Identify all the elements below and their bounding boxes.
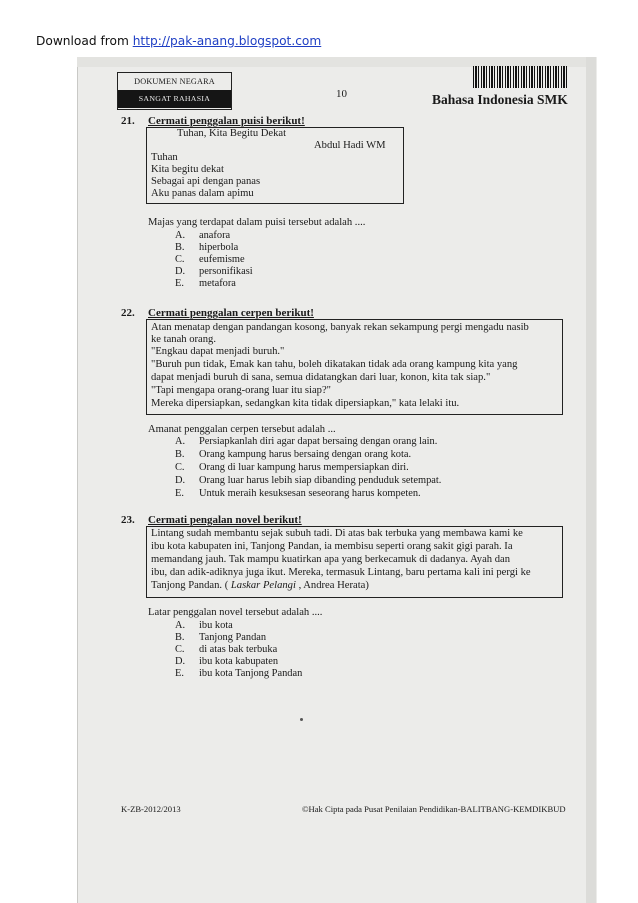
q22-option-d[interactable]: D. Orang luar harus lebih siap dibanding penduduk setempat. [175, 475, 442, 486]
download-link[interactable]: http://pak-anang.blogspot.com [132, 34, 322, 48]
q21-option-b[interactable]: B. hiperbola [175, 242, 239, 253]
q22-story-line: "Tapi mengapa orang-orang luar itu siap?" [151, 385, 331, 396]
secret-label: SANGAT RAHASIA [118, 90, 231, 108]
q21-poem-line: Kita begitu dekat [151, 164, 224, 175]
q22-option-a[interactable]: A. Persiapkanlah diri agar dapat bersaing dengan orang lain. [175, 436, 438, 447]
q22-option-b[interactable]: B. Orang kampung harus bersaing dengan orang kota. [175, 449, 412, 460]
q21-title: Cermati penggalan puisi berikut! [148, 115, 305, 127]
q23-novel-line: memandang jauh. Tak mampu kuatirkan apa yang berkecamuk di dadanya. Ayah dan [151, 554, 511, 565]
q21-poem-line: Aku panas dalam apimu [151, 188, 254, 199]
download-line [36, 34, 321, 48]
q23-title: Cermati pengalan novel berikut! [148, 514, 302, 526]
page-number: 10 [336, 88, 347, 100]
q23-option-e[interactable]: E. ibu kota Tanjong Pandan [175, 668, 303, 679]
q23-question: Latar penggalan novel tersebut adalah .... [148, 607, 323, 618]
q23-source-title: Laskar Pelangi [230, 580, 296, 591]
q22-question: Amanat penggalan cerpen tersebut adalah ... [148, 424, 336, 435]
q22-story-line: "Engkau dapat menjadi buruh." [151, 346, 285, 357]
q23-novel-last-line: Tanjong Pandan. ( Laskar Pelangi , Andrea Herata) [151, 580, 369, 591]
q22-story-line: ke tanah orang. [151, 334, 217, 345]
q23-novel-line: Lintang sudah membantu sejak subuh tadi. Di atas bak terbuka yang membawa kami ke [151, 528, 523, 539]
q23-novel-line: ibu, dan adik-adiknya juga ikut. Mereka, termasuk Lintang, baru pertama kali ini pergi ke [151, 567, 531, 578]
q21-option-a[interactable]: A. anafora [175, 230, 231, 241]
q22-option-c[interactable]: C. Orang di luar kampung harus mempersiapkan diri. [175, 462, 409, 473]
q23-option-c[interactable]: C. di atas bak terbuka [175, 644, 278, 655]
q23-option-a[interactable]: A. ibu kota [175, 620, 233, 631]
q23-number: 23. [121, 514, 135, 526]
q21-option-c[interactable]: C. eufemisme [175, 254, 245, 265]
doc-label: DOKUMEN NEGARA [134, 77, 215, 86]
download-prefix: Download from [36, 34, 133, 48]
footer-code: K-ZB-2012/2013 [121, 804, 181, 814]
page-side-shadow [586, 57, 596, 903]
q22-story-line: "Buruh pun tidak, Emak kan tahu, boleh dikatakan tidak ada orang kampung kita yang [151, 359, 518, 370]
barcode-icon [473, 66, 569, 88]
q21-poem-line: Sebagai api dengan panas [151, 176, 261, 187]
q22-story-line: dapat menjadi buruh di sana, semua didatangkan dari luar, konon, kita tak siap." [151, 372, 491, 383]
q21-poem-title: Tuhan, Kita Begitu Dekat [177, 128, 287, 139]
q22-story-line: Atan menatap dengan pandangan kosong, banyak rekan sekampung pergi mengadu nasib [151, 322, 529, 333]
q22-option-e[interactable]: E. Untuk meraih kesuksesan seseorang harus kompeten. [175, 488, 421, 499]
subject-title: Bahasa Indonesia SMK [432, 92, 568, 107]
footer-copyright: ©Hak Cipta pada Pusat Penilaian Pendidikan-BALITBANG-KEMDIKBUD [302, 804, 566, 814]
q22-story-line: Mereka dipersiapkan, sedangkan kita tidak dipersiapkan," kata lelaki itu. [151, 398, 460, 409]
q22-number: 22. [121, 307, 135, 319]
q23-novel-line: ibu kota kabupaten ini, Tanjong Pandan, ia membisu seperti orang sakit gigi parah. Ia [151, 541, 513, 552]
q23-option-d[interactable]: D. ibu kota kabupaten [175, 656, 279, 667]
q21-poem-author: Abdul Hadi WM [314, 140, 386, 151]
q23-option-b[interactable]: B. Tanjong Pandan [175, 632, 267, 643]
scan-dot [300, 718, 303, 721]
q21-question: Majas yang terdapat dalam puisi tersebut adalah .... [148, 217, 366, 228]
q21-number: 21. [121, 115, 135, 127]
q21-option-e[interactable]: E. metafora [175, 278, 236, 289]
q22-title: Cermati penggalan cerpen berikut! [148, 307, 314, 319]
q21-option-d[interactable]: D. personifikasi [175, 266, 253, 277]
document-classification-box [117, 72, 232, 110]
q21-poem-line: Tuhan [151, 152, 178, 163]
